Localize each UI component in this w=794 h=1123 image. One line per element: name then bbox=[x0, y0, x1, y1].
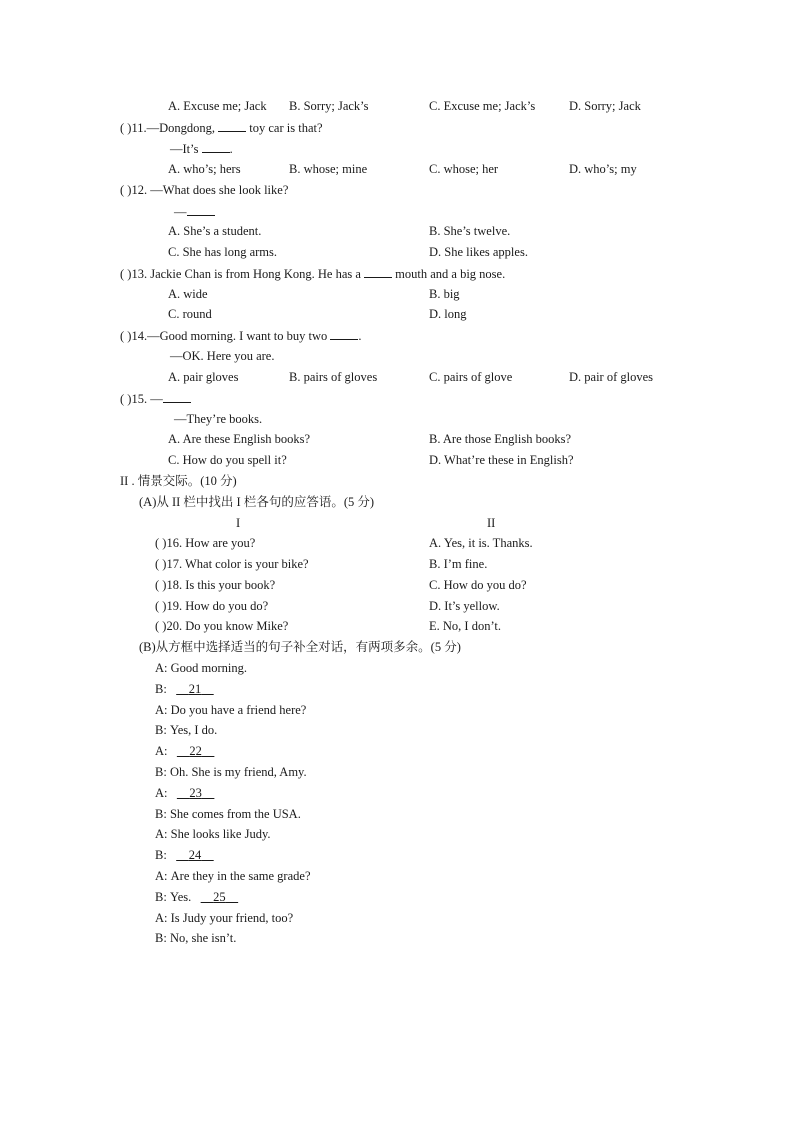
dialogue-blank-25[interactable]: 25 bbox=[213, 890, 226, 904]
q15-option-d: D. What’re these in English? bbox=[429, 453, 574, 467]
column-1-header: I bbox=[236, 516, 241, 530]
q12-answer-paren[interactable]: ( )12. bbox=[120, 183, 148, 197]
q11-reply: —It’s . bbox=[170, 142, 233, 156]
match-item-20: ( )20. Do you know Mike? bbox=[155, 619, 289, 633]
q10-option-c: C. Excuse me; Jack’s bbox=[429, 99, 536, 113]
section-2-title: II . 情景交际。(10 分) bbox=[120, 474, 237, 488]
q15-option-c: C. How do you spell it? bbox=[168, 453, 287, 467]
q15-option-b: B. Are those English books? bbox=[429, 432, 572, 446]
q11-answer-paren[interactable]: ( )11. bbox=[120, 121, 147, 135]
dialogue-line: B: She comes from the USA. bbox=[155, 807, 301, 821]
dialogue-line: A: Are they in the same grade? bbox=[155, 869, 311, 883]
q12-option-c: C. She has long arms. bbox=[168, 245, 278, 259]
column-2-header: II bbox=[487, 516, 496, 530]
q12-reply: — bbox=[174, 203, 215, 220]
match-item-19: ( )19. How do you do? bbox=[155, 599, 269, 613]
part-b-title: (B)从方框中选择适当的句子补全对话，有两项多余。(5 分) bbox=[139, 640, 461, 654]
dialogue-line: A: Good morning. bbox=[155, 661, 248, 675]
q12-option-a: A. She’s a student. bbox=[168, 224, 262, 238]
dialogue-line: A: 23 bbox=[155, 785, 214, 801]
q11-option-b: B. whose; mine bbox=[289, 162, 368, 176]
q15-answer-paren[interactable]: ( )15. bbox=[120, 392, 148, 406]
match-response-c: C. How do you do? bbox=[429, 578, 527, 592]
part-a-title: (A)从 II 栏中找出 I 栏各句的应答语。(5 分) bbox=[139, 495, 375, 509]
dialogue-line: B: Oh. She is my friend, Amy. bbox=[155, 765, 307, 779]
q14-stem: ( )14.—Good morning. I want to buy two . bbox=[120, 329, 362, 343]
dialogue-line: A: 22 bbox=[155, 743, 214, 759]
dialogue-line: B: 24 bbox=[155, 847, 214, 863]
q13-option-c: C. round bbox=[168, 307, 212, 321]
q12-stem: ( )12. —What does she look like? bbox=[120, 183, 289, 197]
q11-option-a: A. who’s; hers bbox=[168, 162, 241, 176]
q13-blank[interactable] bbox=[364, 265, 392, 278]
q10-option-a: A. Excuse me; Jack bbox=[168, 99, 267, 113]
q10-option-d: D. Sorry; Jack bbox=[569, 99, 641, 113]
match-item-18: ( )18. Is this your book? bbox=[155, 578, 276, 592]
q15-blank[interactable] bbox=[163, 390, 191, 403]
q13-option-a: A. wide bbox=[168, 287, 208, 301]
q13-option-d: D. long bbox=[429, 307, 467, 321]
dialogue-line: A: Is Judy your friend, too? bbox=[155, 911, 294, 925]
q13-stem: ( )13. Jackie Chan is from Hong Kong. He has a mouth and a big nose. bbox=[120, 267, 506, 281]
q14-answer-paren[interactable]: ( )14. bbox=[120, 329, 148, 343]
q14-option-a: A. pair gloves bbox=[168, 370, 239, 384]
q14-blank[interactable] bbox=[330, 327, 358, 340]
match-answer-paren[interactable]: ( ) bbox=[155, 578, 167, 592]
match-item-17: ( )17. What color is your bike? bbox=[155, 557, 309, 571]
q14-reply: —OK. Here you are. bbox=[170, 349, 275, 363]
q15-reply: —They’re books. bbox=[174, 412, 263, 426]
match-answer-paren[interactable]: ( ) bbox=[155, 619, 167, 633]
q11-option-d: D. who’s; my bbox=[569, 162, 637, 176]
match-response-a: A. Yes, it is. Thanks. bbox=[429, 536, 533, 550]
q12-option-b: B. She’s twelve. bbox=[429, 224, 511, 238]
dialogue-line: B: Yes, I do. bbox=[155, 723, 218, 737]
dialogue-blank-24[interactable]: 24 bbox=[188, 848, 202, 862]
q15-option-a: A. Are these English books? bbox=[168, 432, 310, 446]
q10-option-b: B. Sorry; Jack’s bbox=[289, 99, 369, 113]
q11-stem: ( )11.—Dongdong, toy car is that? bbox=[120, 121, 323, 135]
q14-option-d: D. pair of gloves bbox=[569, 370, 654, 384]
dialogue-blank-22[interactable]: 22 bbox=[189, 744, 202, 758]
dialogue-line: B: Yes. 25 bbox=[155, 889, 238, 905]
match-response-d: D. It’s yellow. bbox=[429, 599, 500, 613]
dialogue-line: B: No, she isn’t. bbox=[155, 931, 237, 945]
match-response-b: B. I’m fine. bbox=[429, 557, 488, 571]
dialogue-line: A: She looks like Judy. bbox=[155, 827, 271, 841]
q11-reply-blank[interactable] bbox=[202, 140, 230, 153]
q13-answer-paren[interactable]: ( )13. bbox=[120, 267, 148, 281]
match-response-e: E. No, I don’t. bbox=[429, 619, 501, 633]
q13-option-b: B. big bbox=[429, 287, 460, 301]
dialogue-blank-23[interactable]: 23 bbox=[189, 786, 202, 800]
match-answer-paren[interactable]: ( ) bbox=[155, 599, 167, 613]
q15-stem: ( )15. — bbox=[120, 390, 191, 407]
match-answer-paren[interactable]: ( ) bbox=[155, 557, 167, 571]
q12-option-d: D. She likes apples. bbox=[429, 245, 528, 259]
q14-option-b: B. pairs of gloves bbox=[289, 370, 378, 384]
q14-option-c: C. pairs of glove bbox=[429, 370, 513, 384]
q12-blank[interactable] bbox=[187, 203, 215, 216]
q11-option-c: C. whose; her bbox=[429, 162, 499, 176]
dialogue-line: A: Do you have a friend here? bbox=[155, 703, 307, 717]
match-answer-paren[interactable]: ( ) bbox=[155, 536, 167, 550]
dialogue-line: B: 21 bbox=[155, 681, 214, 697]
q11-blank[interactable] bbox=[218, 119, 246, 132]
dialogue-blank-21[interactable]: 21 bbox=[188, 682, 202, 696]
match-item-16: ( )16. How are you? bbox=[155, 536, 256, 550]
